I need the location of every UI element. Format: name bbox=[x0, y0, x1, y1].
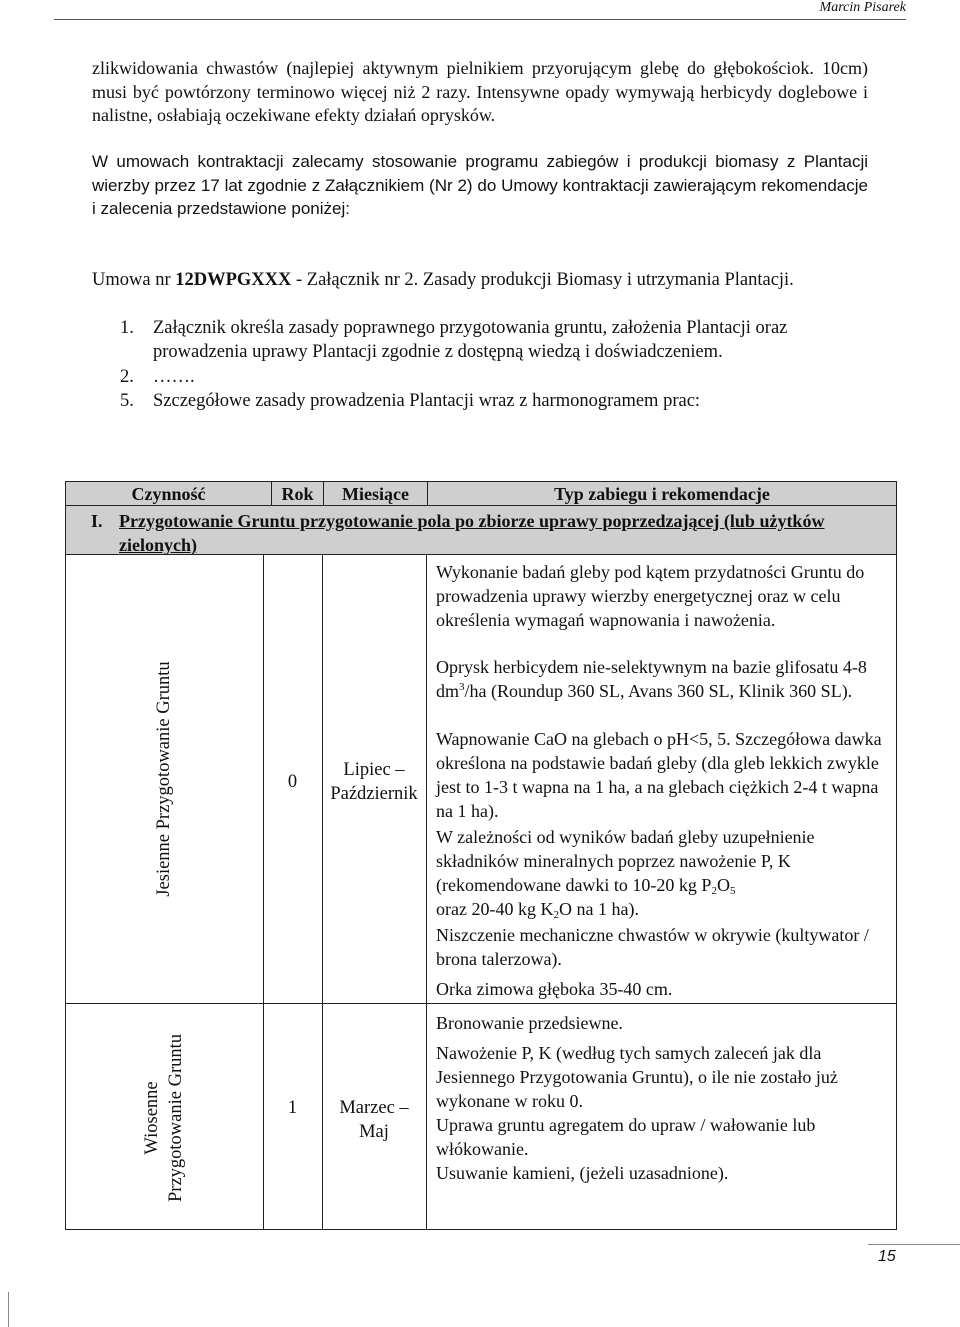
section-title-rest: przygotowanie pola po zbiorze uprawy poprzedzającej (lub użytków zielonych) bbox=[119, 511, 825, 555]
spring-item-harrowing: Bronowanie przedsiewne. bbox=[436, 1013, 623, 1033]
list-item-text: Szczegółowe zasady prowadzenia Plantacji wraz z harmonogramem prac: bbox=[153, 391, 701, 411]
autumn-item-soil-test: Wykonanie badań gleby pod kątem przydatności Gruntu do prowadzenia uprawy wierzby energetycznej oraz w celu określenia wymagań wapnowania i nawożenia. bbox=[436, 562, 865, 630]
fert-text-a: W zależności od wyników badań gleby uzupełnienie składników mineralnych poprzez nawożenie P, K (rekomendowane dawki to 10-20 kg P bbox=[436, 827, 815, 895]
fert-text-c: oraz 20-40 kg K bbox=[436, 899, 554, 919]
autumn-months-line2: Październik bbox=[330, 784, 418, 804]
contract-prefix: Umowa nr bbox=[92, 270, 176, 290]
spring-months bbox=[322, 1096, 426, 1144]
autumn-item-ploughing: Orka zimowa głęboka 35-40 cm. bbox=[436, 979, 673, 999]
spring-year: 1 bbox=[287, 1098, 298, 1118]
herbicide-text-a: Oprysk herbicydem nie-selektywnym na bazie glifosatu 4-8 dm bbox=[436, 657, 867, 701]
column-divider bbox=[426, 555, 427, 1229]
spring-months-line1: Marzec – bbox=[339, 1098, 409, 1118]
fert-sub-2: 5 bbox=[729, 885, 736, 897]
row-divider bbox=[66, 1003, 896, 1004]
schedule-table bbox=[65, 481, 897, 1230]
list-item-text: Załącznik określa zasady poprawnego przygotowania gruntu, założenia Plantacji oraz prowadzenia uprawy Plantacji zgodnie z dostępną wiedzą i doświadczeniem. bbox=[153, 318, 788, 362]
fert-sub-3: 2 bbox=[553, 909, 559, 921]
spring-item-tillage: Uprawa gruntu agregatem do upraw / wałowanie lub włókowanie. bbox=[436, 1115, 816, 1159]
column-divider bbox=[263, 555, 264, 1229]
fert-text-d: O na 1 ha). bbox=[558, 899, 639, 919]
paragraph-contracts: W umowach kontraktacji zalecamy stosowanie programu zabiegów i produkcji biomasy z Plantacji wierzby przez 17 lat zgodnie z Załącznikiem (Nr 2) do Umowy kontraktacji zawierającym rekomendacje i zalecenia przedstawione poniżej: bbox=[92, 152, 868, 218]
page-number: 15 bbox=[878, 1248, 896, 1265]
section-row bbox=[66, 506, 896, 555]
autumn-months bbox=[322, 758, 426, 806]
fert-sub-1: 2 bbox=[711, 885, 717, 897]
autumn-months-line1: Lipiec – bbox=[343, 760, 405, 780]
list-item-number: 2. bbox=[120, 367, 134, 387]
header-author: Marcin Pisarek bbox=[819, 0, 906, 15]
contract-heading bbox=[92, 268, 868, 292]
list-item-number: 5. bbox=[120, 391, 134, 411]
autumn-item-weed-control: Niszczenie mechaniczne chwastów w okrywie (kultywator / brona talerzowa). bbox=[436, 925, 869, 969]
herbicide-text-b: /ha (Roundup 360 SL, Avans 360 SL, Klinik 360 SL). bbox=[464, 681, 853, 701]
header-rok: Rok bbox=[272, 482, 324, 506]
list-item-number: 1. bbox=[120, 318, 134, 338]
section-title-main: Przygotowanie Gruntu bbox=[119, 511, 296, 531]
herbicide-sup: 3 bbox=[459, 681, 465, 693]
paragraph-weeds: zlikwidowania chwastów (najlepiej aktywnym pielnikiem przyorującym glebę do głębokościok. 10cm) musi być powtórzony terminowo więcej niż 2 razy. Intensywne opady wymywają herbicydy doglebowe i nalistne, osłabiają oczekiwane efekty działań oprysków. bbox=[92, 58, 868, 125]
header-typ: Typ zabiegu i rekomendacje bbox=[554, 484, 770, 504]
spring-months-line2: Maj bbox=[359, 1122, 389, 1142]
autumn-year: 0 bbox=[287, 772, 298, 792]
corner-mark bbox=[8, 1292, 9, 1327]
section-title bbox=[119, 509, 889, 557]
page-number-rule bbox=[868, 1244, 960, 1245]
contract-suffix: - Załącznik nr 2. Zasady produkcji Biomasy i utrzymania Plantacji. bbox=[291, 270, 794, 290]
spring-label-line1: Wiosenne bbox=[142, 1081, 162, 1155]
header-czynnosc: Czynność bbox=[66, 482, 272, 506]
spring-item-stones: Usuwanie kamieni, (jeżeli uzasadnione). bbox=[436, 1163, 729, 1183]
autumn-item-fertilizing bbox=[436, 825, 896, 921]
autumn-activity-label: Jesienne Przygotowanie Gruntu bbox=[154, 661, 174, 897]
autumn-item-herbicide bbox=[436, 655, 896, 703]
contract-code: 12DWPGXXX bbox=[175, 270, 292, 290]
autumn-item-liming: Wapnowanie CaO na glebach o pH<5, 5. Szczegółowa dawka określona na podstawie badań gleby (dla gleb lekkich zwykle jest to 1-3 t wapna na 1 ha, a na glebach ciężkich 2-4 t wapna na 1 ha). bbox=[436, 729, 882, 821]
spring-activity-label bbox=[140, 1034, 188, 1202]
header-miesiace: Miesiące bbox=[324, 482, 428, 506]
list-item-text: ……. bbox=[153, 367, 195, 387]
table-header bbox=[66, 482, 896, 506]
section-number: I. bbox=[91, 511, 103, 531]
spring-item-fertilizing: Nawożenie P, K (według tych samych zaleceń jak dla Jesiennego Przygotowania Gruntu), o ile nie zostało już wykonane w roku 0. bbox=[436, 1043, 838, 1111]
fert-text-b: O bbox=[716, 875, 730, 895]
spring-label-line2: Przygotowanie Gruntu bbox=[166, 1033, 186, 1203]
header-rule bbox=[54, 19, 906, 20]
